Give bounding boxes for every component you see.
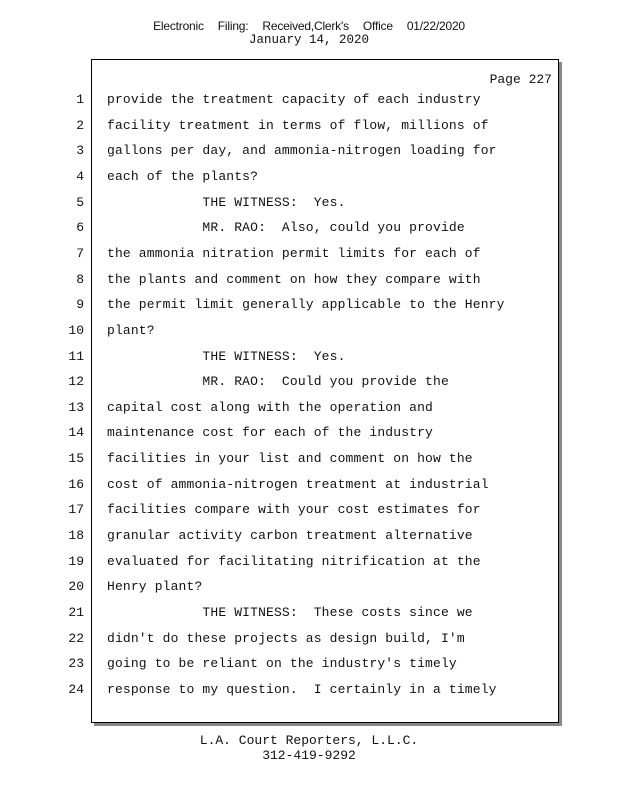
- line-number: 4: [76, 168, 84, 184]
- filing-header: [0, 19, 618, 47]
- transcript-date: January 14, 2020: [248, 33, 370, 47]
- line-text: facility treatment in terms of flow, millions of: [107, 117, 489, 133]
- line-text: maintenance cost for each of the industry: [107, 425, 434, 441]
- line-number: 7: [76, 245, 84, 261]
- court-reporter-name: L.A. Court Reporters, L.L.C.: [199, 733, 419, 748]
- transcript-line: [0, 220, 618, 246]
- transcript-line: [0, 502, 618, 528]
- line-number: 18: [68, 528, 84, 544]
- line-text: THE WITNESS: Yes.: [107, 348, 346, 364]
- transcript-line: [0, 169, 618, 195]
- line-text: cost of ammonia-nitrogen treatment at industrial: [107, 476, 489, 492]
- line-text: the plants and comment on how they compare with: [107, 271, 481, 287]
- line-number: 2: [76, 117, 84, 133]
- line-text: the permit limit generally applicable to the Henry: [107, 297, 505, 313]
- transcript-line: [0, 425, 618, 451]
- line-text: provide the treatment capacity of each industry: [107, 92, 481, 107]
- transcript-line: [0, 374, 618, 400]
- transcript-line: [0, 656, 618, 682]
- filing-part: Filing:: [217, 19, 249, 33]
- filing-part: Office: [362, 19, 393, 33]
- transcript-line: [0, 682, 618, 708]
- line-number: 8: [76, 271, 84, 287]
- line-number: 17: [68, 502, 84, 518]
- line-text: evaluated for facilitating nitrification at the: [107, 553, 481, 569]
- transcript-line: [0, 195, 618, 221]
- line-text: going to be reliant on the industry's timely: [107, 656, 457, 672]
- transcript-line: [0, 631, 618, 657]
- transcript-line: [0, 477, 618, 503]
- line-text: the ammonia nitration permit limits for each of: [107, 245, 481, 261]
- transcript-line: [0, 605, 618, 631]
- line-text: plant?: [107, 322, 155, 338]
- transcript-line: [0, 246, 618, 272]
- transcript-line: [0, 272, 618, 298]
- line-number: 15: [68, 451, 84, 467]
- transcript-line: [0, 92, 618, 118]
- filing-part: 01/22/2020: [406, 19, 465, 33]
- line-text: facilities in your list and comment on how the: [107, 451, 473, 467]
- line-number: 14: [68, 425, 84, 441]
- transcript-line: [0, 323, 618, 349]
- filing-part: Received,Clerk's: [262, 19, 349, 33]
- line-number: 13: [68, 399, 84, 415]
- line-text: gallons per day, and ammonia-nitrogen loading for: [107, 143, 497, 159]
- transcript-line: [0, 554, 618, 580]
- line-text: THE WITNESS: These costs since we: [107, 605, 473, 620]
- line-text: granular activity carbon treatment alternative: [107, 528, 473, 544]
- line-number: 19: [68, 553, 84, 569]
- transcript-line: [0, 349, 618, 375]
- transcript-line: [0, 118, 618, 144]
- line-number: 23: [68, 656, 84, 672]
- line-number: 22: [68, 630, 84, 646]
- line-number: 24: [68, 681, 84, 697]
- line-text: MR. RAO: Also, could you provide: [107, 220, 465, 236]
- line-text: Henry plant?: [107, 579, 203, 595]
- line-text: MR. RAO: Could you provide the: [107, 374, 449, 390]
- court-reporter-phone: 312-419-9292: [262, 748, 356, 763]
- line-number: 5: [76, 194, 84, 210]
- line-number: 3: [76, 143, 84, 159]
- transcript-line: [0, 400, 618, 426]
- filing-part: Electronic: [153, 19, 204, 33]
- line-text: response to my question. I certainly in a timely: [107, 681, 497, 697]
- line-number: 16: [68, 476, 84, 492]
- line-number: 9: [76, 297, 84, 313]
- transcript-line: [0, 143, 618, 169]
- line-number: 12: [68, 374, 84, 390]
- line-number: 20: [68, 579, 84, 595]
- line-text: didn't do these projects as design build, I'm: [107, 630, 465, 646]
- line-text: facilities compare with your cost estimates for: [107, 502, 481, 518]
- footer: [0, 733, 618, 763]
- line-number: 1: [76, 92, 84, 107]
- line-number: 10: [68, 322, 84, 338]
- filing-stamp: [0, 19, 618, 33]
- line-number: 6: [76, 220, 84, 236]
- line-text: capital cost along with the operation and: [107, 399, 434, 415]
- line-text: each of the plants?: [107, 168, 259, 184]
- line-text: THE WITNESS: Yes.: [107, 194, 346, 210]
- transcript-line: [0, 451, 618, 477]
- page-number: Page 227: [489, 72, 552, 87]
- line-number: 11: [68, 348, 84, 364]
- line-number: 21: [68, 605, 84, 620]
- transcript-line: [0, 528, 618, 554]
- transcript-line: [0, 579, 618, 605]
- transcript-line: [0, 297, 618, 323]
